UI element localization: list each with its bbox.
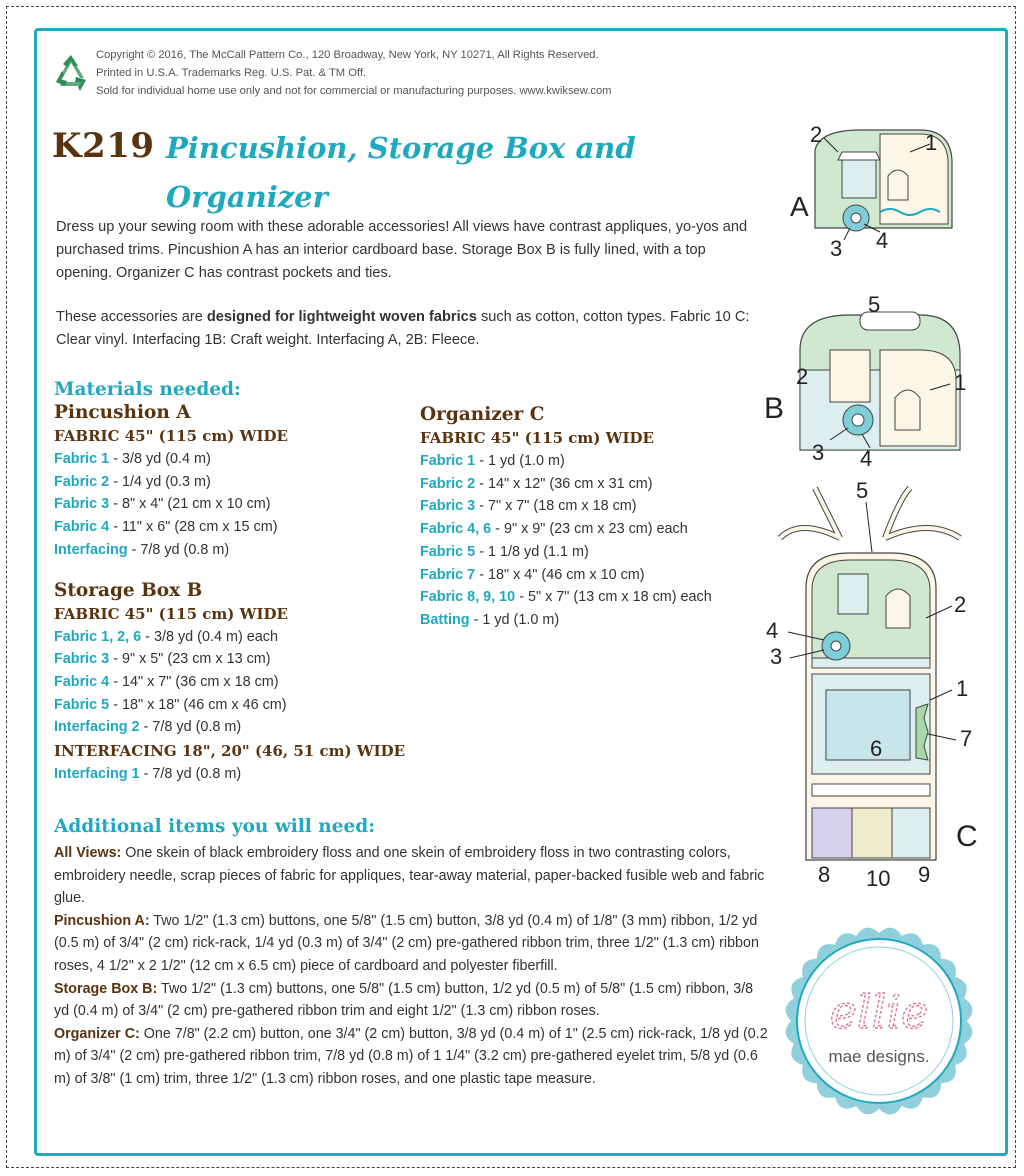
organizer-items-text: One 7/8" (2.2 cm) button, one 3/4" (2 cm) button, 3/8 yd (0.4 m) of 1" (2.5 cm) rick-rack, 1/8 yd (0.2 m) of 3/4" (2 cm) pre-gathered ribbon trim, 7/8 yd (0.8 m) of 1 1/4" (3.2 cm) pre-gathered eyelet trim, 5/8 yd (0.6 m) of 3/8" (1 cm) trim, three 1/2" (1.3 cm) ribbon roses, and one plastic tape measure. — [54, 1025, 768, 1087]
view-c-letter: C — [956, 820, 978, 853]
view-a-label-1: 1 — [925, 130, 938, 155]
material-item — [420, 609, 760, 632]
recycle-icon — [50, 52, 92, 94]
material-amount: - 1 yd (1.0 m) — [475, 453, 565, 469]
material-label: Batting — [420, 611, 470, 628]
view-b-label-3: 3 — [812, 440, 825, 465]
view-a-label-2: 2 — [810, 122, 823, 147]
all-views-label: All Views: — [54, 845, 122, 861]
material-label: Fabric 4 — [54, 673, 110, 690]
view-c-label-10: 10 — [866, 866, 891, 891]
material-amount: - 9" x 5" (23 cm x 13 cm) — [109, 651, 271, 668]
view-b-label-5: 5 — [868, 292, 881, 317]
material-amount: - 14" x 12" (36 cm x 31 cm) — [475, 475, 653, 492]
printed-line: Printed in U.S.A. Trademarks Reg. U.S. Pat. & TM Off. — [96, 67, 367, 79]
material-item — [54, 763, 414, 786]
material-label: Fabric 4, 6 — [420, 521, 492, 538]
organizer-heading: Organizer C — [420, 404, 545, 425]
material-amount: - 11" x 6" (28 cm x 15 cm) — [109, 519, 278, 536]
material-amount: - 7/8 yd (0.8 m) — [127, 541, 230, 558]
material-item — [420, 564, 760, 587]
material-item — [54, 516, 414, 539]
pincushion-materials-list — [54, 448, 414, 562]
pincushion-fabric-width: FABRIC 45" (115 cm) WIDE — [54, 427, 288, 445]
materials-left-column — [54, 378, 414, 786]
view-c-label-4: 4 — [766, 618, 779, 643]
pattern-number: K219 — [52, 126, 155, 166]
view-a-label-4: 4 — [876, 228, 889, 253]
storage-box-interfacing-width: INTERFACING 18", 20" (46, 51 cm) WIDE — [54, 742, 406, 761]
logo-subtitle: mae designs. — [828, 1047, 930, 1066]
intro-paragraph: Dress up your sewing room with these adorable accessories! All views have contrast appliques, yo-yos and purchased trims. Pincushion A has an interior cardboard base. Storage Box B is fully lined, with a top opening. Organizer C has contrast pockets and ties. — [56, 219, 748, 281]
material-label: Fabric 1 — [54, 451, 110, 467]
material-item — [420, 473, 760, 496]
storage-box-heading: Storage Box B — [54, 579, 203, 601]
view-c-label-6: 6 — [870, 736, 883, 761]
view-c-illustration — [760, 478, 980, 898]
copyright-line: Copyright © 2016, The McCall Pattern Co., 120 Broadway, New York, NY 10271, All Rights Reserved. — [96, 49, 599, 61]
material-item — [54, 471, 414, 494]
copyright-block — [96, 46, 611, 100]
view-c-label-5: 5 — [856, 478, 869, 503]
material-item — [54, 716, 414, 739]
material-amount: - 7" x 7" (18 cm x 18 cm) — [475, 498, 637, 515]
material-label: Fabric 5 — [54, 696, 110, 713]
view-b-label-4: 4 — [860, 446, 873, 471]
material-item — [54, 671, 414, 694]
view-a-illustration — [780, 120, 980, 260]
material-label: Fabric 5 — [420, 543, 476, 560]
material-label: Fabric 3 — [420, 498, 476, 515]
material-item — [54, 448, 414, 471]
view-c-label-7: 7 — [960, 726, 973, 751]
material-amount: - 7/8 yd (0.8 m) — [139, 766, 242, 783]
material-amount: - 1/4 yd (0.3 m) — [109, 473, 211, 490]
view-b-illustration — [760, 290, 980, 475]
material-item — [420, 518, 760, 541]
view-a-letter: A — [790, 191, 809, 222]
all-views-text: One skein of black embroidery floss and one skein of embroidery floss in two contrasting colors, embroidery needle, scrap pieces of fabric for appliques, tear-away material, paper-backed fusible web and fabric glue. — [54, 845, 765, 907]
material-amount: - 7/8 yd (0.8 m) — [139, 719, 242, 736]
material-amount: - 5" x 7" (13 cm x 18 cm) each — [515, 589, 712, 606]
organizer-materials-list — [420, 450, 760, 632]
material-item — [54, 493, 414, 516]
storage-box-items-text: Two 1/2" (1.3 cm) buttons, one 5/8" (1.5 cm) button, 1/2 yd (0.5 m) of 5/8" (1.5 cm) ribbon, 3/8 yd (0.4 m) of 3/4" (2 cm) pre-gathered ribbon trim and eight 1/2" (1.3 cm) ribbon roses. — [54, 980, 754, 1020]
view-c-label-1: 1 — [956, 676, 969, 701]
pincushion-heading: Pincushion A — [54, 402, 191, 423]
material-label: Fabric 2 — [420, 475, 476, 492]
material-amount: - 1 yd (1.0 m) — [469, 611, 560, 628]
material-item — [420, 586, 760, 609]
material-amount: - 18" x 18" (46 cm x 46 cm) — [109, 696, 287, 713]
pincushion-items-label: Pincushion A: — [54, 912, 150, 929]
organizer-fabric-width: FABRIC 45" (115 cm) WIDE — [420, 429, 654, 447]
ellie-mae-logo — [776, 918, 982, 1124]
view-b-label-1: 1 — [954, 370, 967, 395]
material-label: Interfacing 2 — [54, 719, 140, 736]
organizer-items-label: Organizer C: — [54, 1025, 140, 1042]
material-item — [54, 694, 414, 717]
view-b-letter: B — [764, 392, 785, 425]
storage-box-interfacing-list — [54, 763, 414, 786]
view-b-label-2: 2 — [796, 364, 809, 389]
material-label: Fabric 7 — [420, 566, 476, 583]
material-amount: - 9" x 9" (23 cm x 23 cm) each — [491, 521, 688, 538]
material-item — [420, 495, 760, 518]
view-c-label-9: 9 — [918, 862, 931, 887]
material-item — [54, 539, 414, 562]
material-label: Interfacing — [54, 541, 128, 558]
material-label: Fabric 1 — [420, 453, 476, 469]
material-label: Fabric 1, 2, 6 — [54, 628, 142, 645]
view-c-label-2: 2 — [954, 592, 967, 617]
material-label: Fabric 8, 9, 10 — [420, 589, 516, 606]
material-item — [420, 450, 760, 473]
view-c-label-8: 8 — [818, 862, 831, 887]
storage-box-materials-list — [54, 626, 414, 740]
material-amount: - 8" x 4" (21 cm x 10 cm) — [109, 496, 271, 513]
material-label: Fabric 4 — [54, 519, 110, 536]
material-label: Fabric 3 — [54, 496, 110, 513]
material-label: Fabric 2 — [54, 473, 110, 490]
additional-heading: Additional items you will need: — [54, 816, 376, 837]
view-c-label-3: 3 — [770, 644, 783, 669]
additional-items-section — [54, 816, 770, 1091]
material-amount: - 3/8 yd (0.4 m) — [109, 451, 211, 467]
storage-box-items-label: Storage Box B: — [54, 980, 158, 997]
material-amount: - 3/8 yd (0.4 m) each — [141, 628, 278, 645]
usage-line: Sold for individual home use only and not for commercial or manufacturing purposes. www.kwiksew.com — [96, 85, 612, 97]
storage-box-fabric-width: FABRIC 45" (115 cm) WIDE — [54, 604, 288, 623]
fabrics-note: These accessories are designed for lightweight woven fabrics such as cotton, cotton types. Fabric 10 C: Clear vinyl. Interfacing 1B: Craft weight. Interfacing A, 2B: Fleece. — [56, 309, 750, 348]
additional-items-body — [54, 842, 770, 1091]
logo-wordmark: ellie — [829, 985, 929, 1039]
material-item — [54, 648, 414, 671]
pincushion-items-text: Two 1/2" (1.3 cm) buttons, one 5/8" (1.5 cm) button, 3/8 yd (0.4 m) of 1/8" (3 mm) ribbon, 1/2 yd (0.5 m) of 3/4" (2 cm) rick-rack, 1/4 yd (0.3 m) of 3/4" (2 cm) pre-gathered ribbon trim, three 1/2" (1.3 cm) ribbon roses, 4 1/2" x 2 1/2" (12 cm x 6.5 cm) piece of cardboard and polyester fiberfill. — [54, 912, 759, 974]
materials-heading: Materials needed: — [54, 379, 241, 400]
material-label: Interfacing 1 — [54, 766, 140, 783]
material-amount: - 14" x 7" (36 cm x 18 cm) — [109, 673, 279, 690]
view-a-label-3: 3 — [830, 236, 843, 260]
material-amount: - 1 1/8 yd (1.1 m) — [475, 543, 589, 560]
material-item — [420, 541, 760, 564]
material-label: Fabric 3 — [54, 651, 110, 668]
materials-right-column — [420, 404, 760, 632]
pattern-title: Pincushion, Storage Box and Organizer — [166, 131, 636, 214]
material-amount: - 18" x 4" (46 cm x 10 cm) — [475, 566, 645, 583]
material-item — [54, 626, 414, 649]
